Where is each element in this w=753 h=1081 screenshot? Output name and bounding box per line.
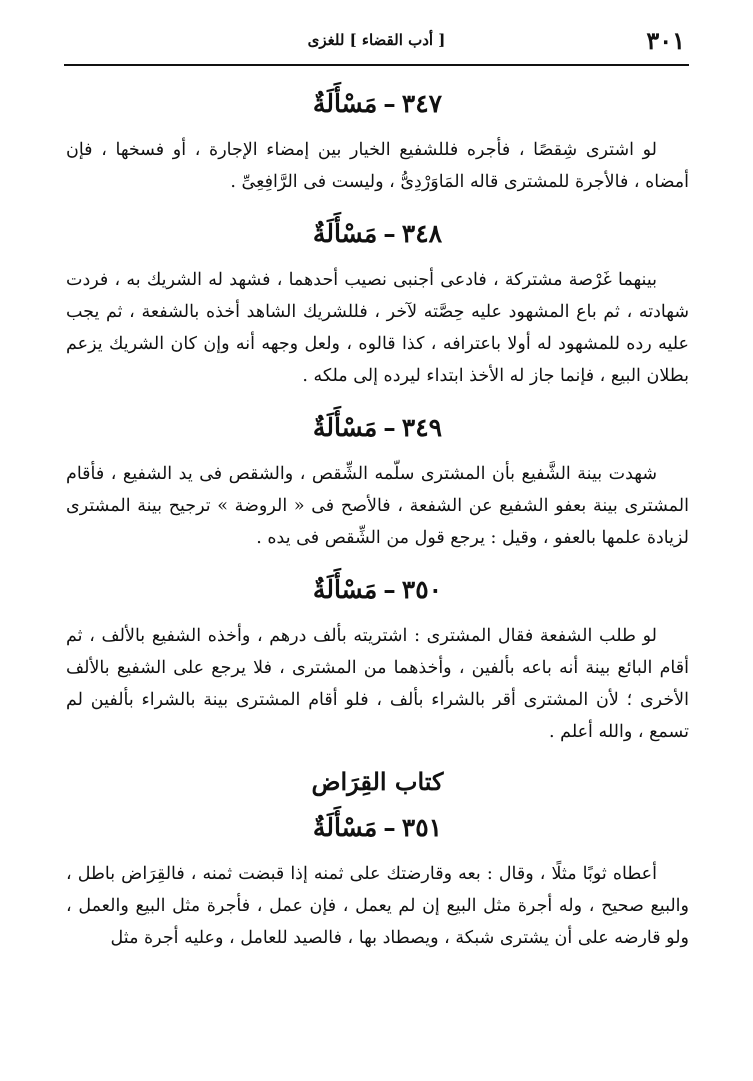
section-heading: ٣٤٨–مَسْأَلَةٌ xyxy=(312,219,443,248)
section-heading: ٣٥٠–مَسْأَلَةٌ xyxy=(312,575,443,604)
section-number: ٣٥١ xyxy=(401,813,443,842)
section-label: مَسْأَلَةٌ xyxy=(312,89,378,118)
header-divider xyxy=(64,64,689,66)
section-label: مَسْأَلَةٌ xyxy=(312,575,378,604)
running-title: [ أدب القضاء ] للغزى xyxy=(307,31,446,49)
section-heading: ٣٤٩–مَسْأَلَةٌ xyxy=(312,413,443,442)
section-paragraph: شهدت بينة الشَّفيع بأن المشترى سلّمه الشِّقص ، والشقص فى يد الشفيع ، فأقام المشترى بينة بعفو الشفيع عن الشفعة ، فالأصح فى « الروضة » ترجيح بينة المشترى لزيادة علمها بالعفو ، وقيل : يرجع قول من الشِّقص فى يده . xyxy=(66,464,689,548)
section-number: ٣٤٩ xyxy=(401,413,443,442)
page-body xyxy=(66,80,689,966)
book-title: كتاب القِرَاض xyxy=(311,767,444,796)
section-number: ٣٤٨ xyxy=(401,219,443,248)
page-header xyxy=(68,22,685,58)
section-label: مَسْأَلَةٌ xyxy=(312,219,378,248)
section-heading: ٣٥١–مَسْأَلَةٌ xyxy=(312,813,443,842)
section-label: مَسْأَلَةٌ xyxy=(312,813,378,842)
section-number: ٣٥٠ xyxy=(401,575,443,604)
section-paragraph: لو طلب الشفعة فقال المشترى : اشتريته بألف درهم ، وأخذه الشفيع بالألف ، ثم أقام البائع بينة أنه باعه بألفين ، وأخذهما من المشترى ، فلا يرجع على الشفيع بالألف الأخرى ؛ لأن المشترى أقر بالشراء بألف ، فلو أقام المشترى بينة بالشراء بألفين لم تسمع ، والله أعلم . xyxy=(66,626,689,742)
section-paragraph: أعطاه ثوبًا مثلًا ، وقال : بعه وقارضتك على ثمنه إذا قبضت ثمنه ، فالقِرَاض باطل ، والبيع صحيح ، وله أجرة مثل البيع إن لم يعمل ، فإن عمل ، فأجرة مثل البيع والعمل ، ولو قارضه على أن يشترى شبكة ، ويصطاد بها ، فالصيد للعامل ، وعليه أجرة مثل xyxy=(66,864,689,948)
section-heading: ٣٤٧–مَسْأَلَةٌ xyxy=(312,89,443,118)
section-paragraph: بينهما غَرْصة مشتركة ، فادعى أجنبى نصيب أحدهما ، فشهد له الشريك به ، فردت شهادته ، ثم باع المشهود عليه حِصَّته لآخر ، فللشريك الشاهد أخذه بالشفعة ، ثم يجب عليه رده للمشهود له أولا باعترافه ، كذا قالوه ، ولعل وجهه أنه وإن كان الشريك يزعم بطلان البيع ، فإنما جاز له الأخذ ابتداء ليرده إلى ملكه . xyxy=(66,270,689,386)
page-number: ٣٠١ xyxy=(646,25,685,55)
section-paragraph: لو اشترى شِقصًا ، فأجره فللشفيع الخيار بين إمضاء الإجارة ، أو فسخها ، فإن أمضاه ، فالأجرة للمشترى قاله المَاوَرْدِىُّ ، وليست فى الرَّافِعِىِّ . xyxy=(66,140,689,192)
section-number: ٣٤٧ xyxy=(401,89,443,118)
section-label: مَسْأَلَةٌ xyxy=(312,413,378,442)
